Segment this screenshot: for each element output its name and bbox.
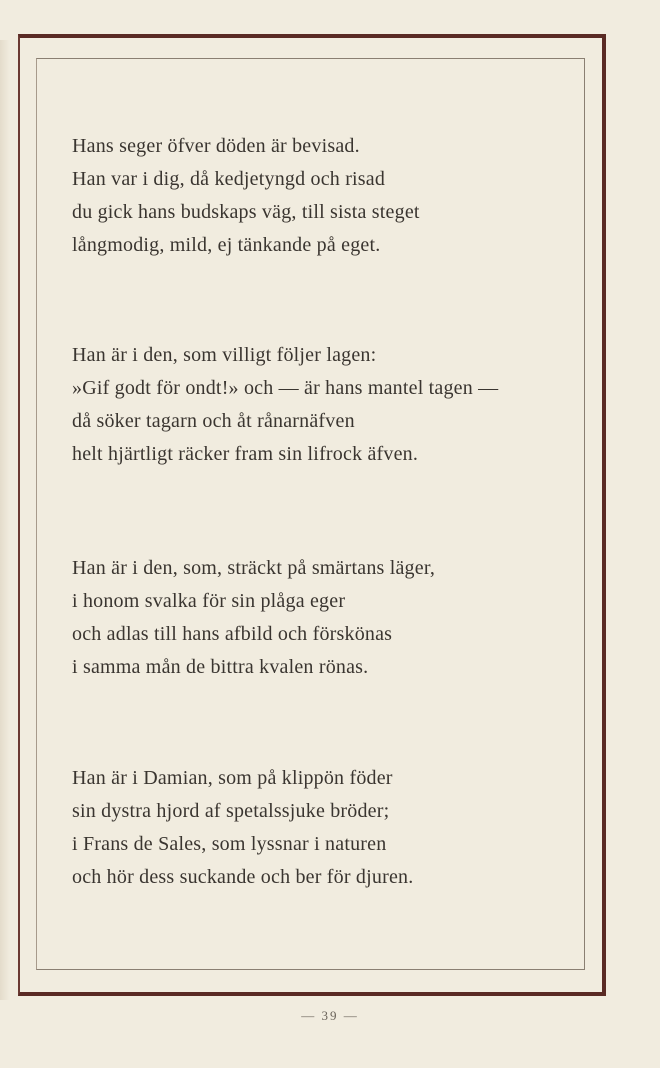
poem-line: »Gif godt för ondt!» och — är hans mantel tagen — xyxy=(72,377,499,399)
poem-line: och adlas till hans afbild och förskönas xyxy=(72,623,393,645)
poem-line: Han är i den, som villigt följer lagen: xyxy=(72,344,377,366)
poem-line: långmodig, mild, ej tänkande på eget. xyxy=(72,234,381,256)
stanza-1 xyxy=(72,130,572,262)
poem-line: Hans seger öfver döden är bevisad. xyxy=(72,135,360,157)
poem-line: helt hjärtligt räcker fram sin lifrock äfven. xyxy=(72,443,419,465)
poem-line: i honom svalka för sin plåga eger xyxy=(72,590,346,612)
page-number: — 39 — xyxy=(301,1008,359,1023)
poem-line: och hör dess suckande och ber för djuren. xyxy=(72,866,414,888)
stanza-3 xyxy=(72,552,572,684)
poem-line: sin dystra hjord af spetalssjuke bröder; xyxy=(72,800,390,822)
poem-line: Han var i dig, då kedjetyngd och risad xyxy=(72,168,386,190)
poem-line: du gick hans budskaps väg, till sista steget xyxy=(72,201,420,223)
stanza-4 xyxy=(72,762,572,894)
stanza-2 xyxy=(72,339,572,471)
poem-line: då söker tagarn och åt rånarnäfven xyxy=(72,410,355,432)
poem-line: i Frans de Sales, som lyssnar i naturen xyxy=(72,833,387,855)
poem-line: Han är i den, som, sträckt på smärtans läger, xyxy=(72,557,436,579)
poem-line: Han är i Damian, som på klippön föder xyxy=(72,767,393,789)
poem-line: i samma mån de bittra kvalen rönas. xyxy=(72,656,369,678)
page-gutter-shadow xyxy=(0,40,10,1000)
